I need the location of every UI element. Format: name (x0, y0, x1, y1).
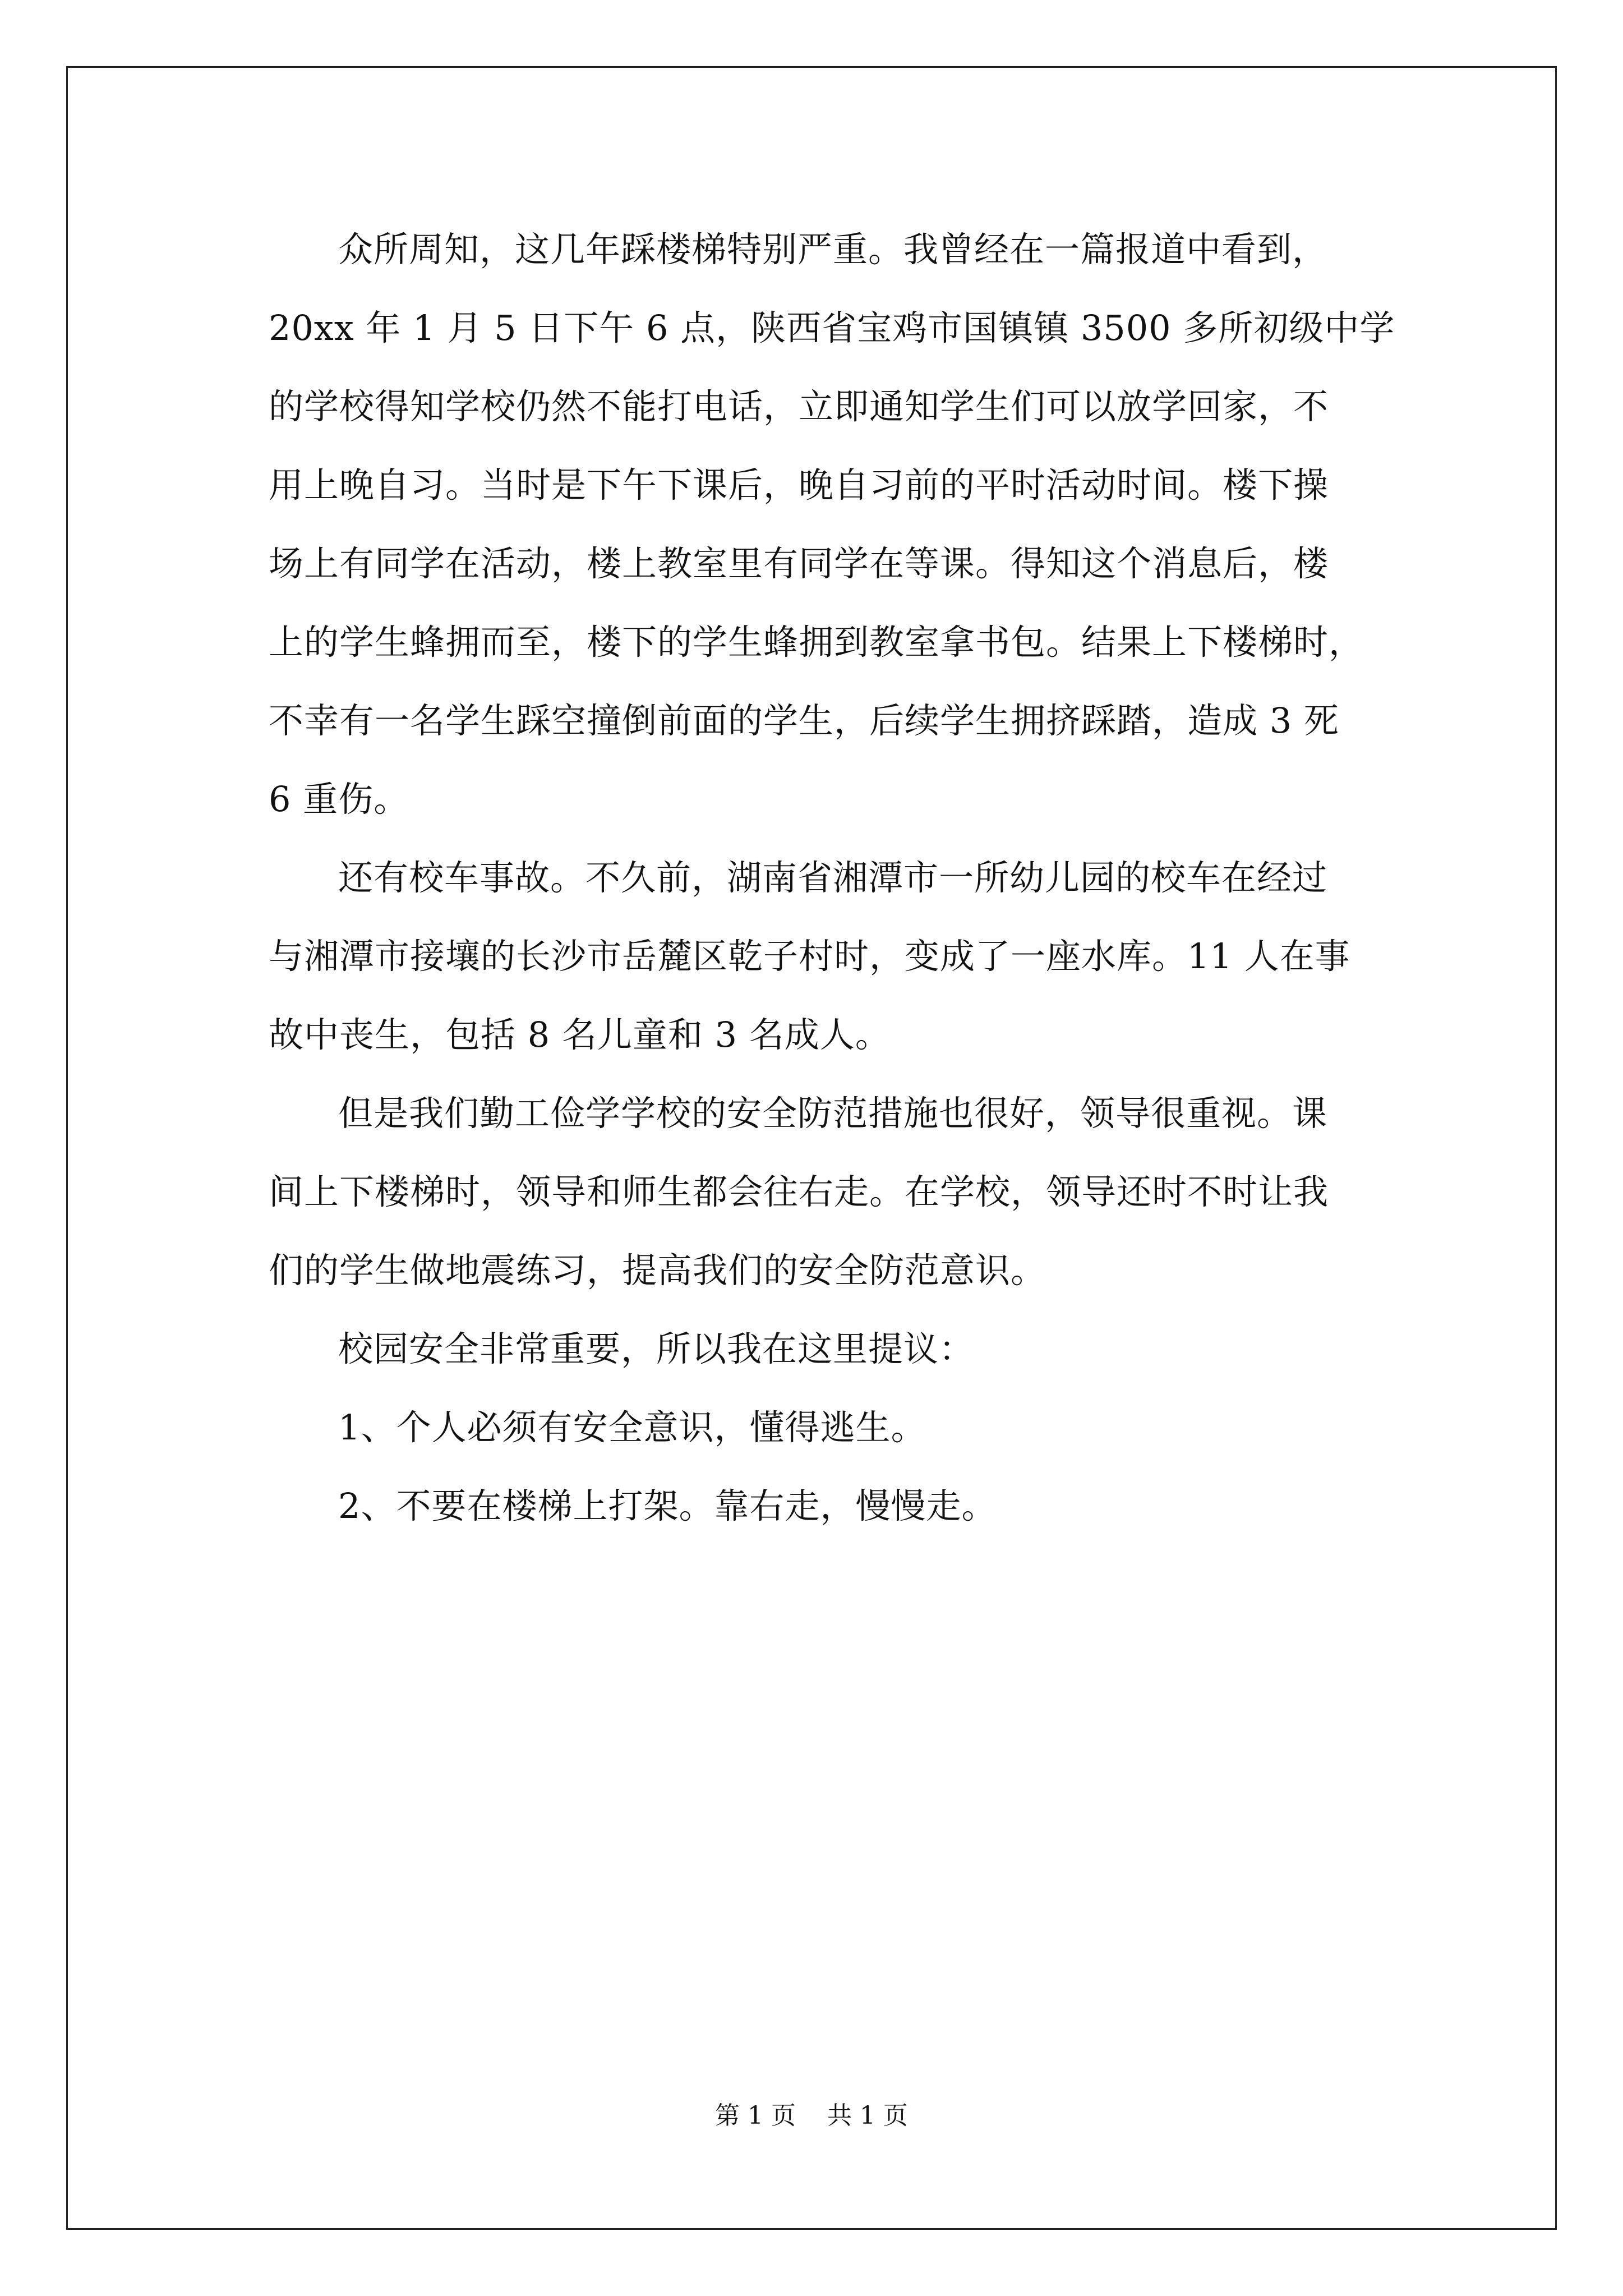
text-line: 1、个人必须有安全意识，懂得逃生。 (338, 1407, 926, 1448)
document-body (199, 210, 1433, 1545)
text-line: 还有校车事故。不久前，湖南省湘潭市一所幼儿园的校车在经过 (338, 857, 1328, 898)
text-line: 故中丧生，包括 8 名儿童和 3 名成人。 (269, 1014, 891, 1055)
list-item-2 (199, 1467, 1433, 1545)
page-total: 共 1 页 (827, 2101, 908, 2130)
text-line: 用上晚自习。当时是下午下课后，晚自习前的平时活动时间。楼下操 (269, 464, 1329, 505)
list-item-1 (199, 1388, 1433, 1467)
text-line: 2、不要在楼梯上打架。靠右走，慢慢走。 (338, 1485, 997, 1526)
text-line: 不幸有一名学生踩空撞倒前面的学生，后续学生拥挤踩踏，造成 3 死 (269, 700, 1339, 741)
paragraph-2 (199, 839, 1433, 1074)
text-line: 但是我们勤工俭学学校的安全防范措施也很好，领导很重视。课 (338, 1093, 1328, 1134)
paragraph-1 (199, 210, 1433, 839)
page-number: 第 1 页 (715, 2101, 796, 2130)
text-line: 与湘潭市接壤的长沙市岳麓区乾子村时，变成了一座水库。11 人在事 (269, 936, 1350, 977)
text-line: 20xx 年 1 月 5 日下午 6 点，陕西省宝鸡市国镇镇 3500 多所初级中学 (269, 307, 1395, 348)
text-line: 间上下楼梯时，领导和师生都会往右走。在学校，领导还时不时让我 (269, 1171, 1329, 1212)
text-line: 场上有同学在活动，楼上教室里有同学在等课。得知这个消息后，楼 (269, 543, 1329, 584)
paragraph-3 (199, 1074, 1433, 1310)
text-line: 们的学生做地震练习，提高我们的安全防范意识。 (269, 1250, 1046, 1291)
page-footer (0, 2099, 1623, 2133)
text-line: 6 重伤。 (269, 779, 409, 820)
text-line: 众所周知，这几年踩楼梯特别严重。我曾经在一篇报道中看到， (338, 229, 1328, 270)
text-line: 上的学生蜂拥而至，楼下的学生蜂拥到教室拿书包。结果上下楼梯时， (269, 622, 1364, 662)
text-line: 的学校得知学校仍然不能打电话，立即通知学生们可以放学回家，不 (269, 386, 1329, 427)
text-line: 校园安全非常重要，所以我在这里提议： (338, 1328, 975, 1369)
paragraph-4 (199, 1310, 1433, 1388)
